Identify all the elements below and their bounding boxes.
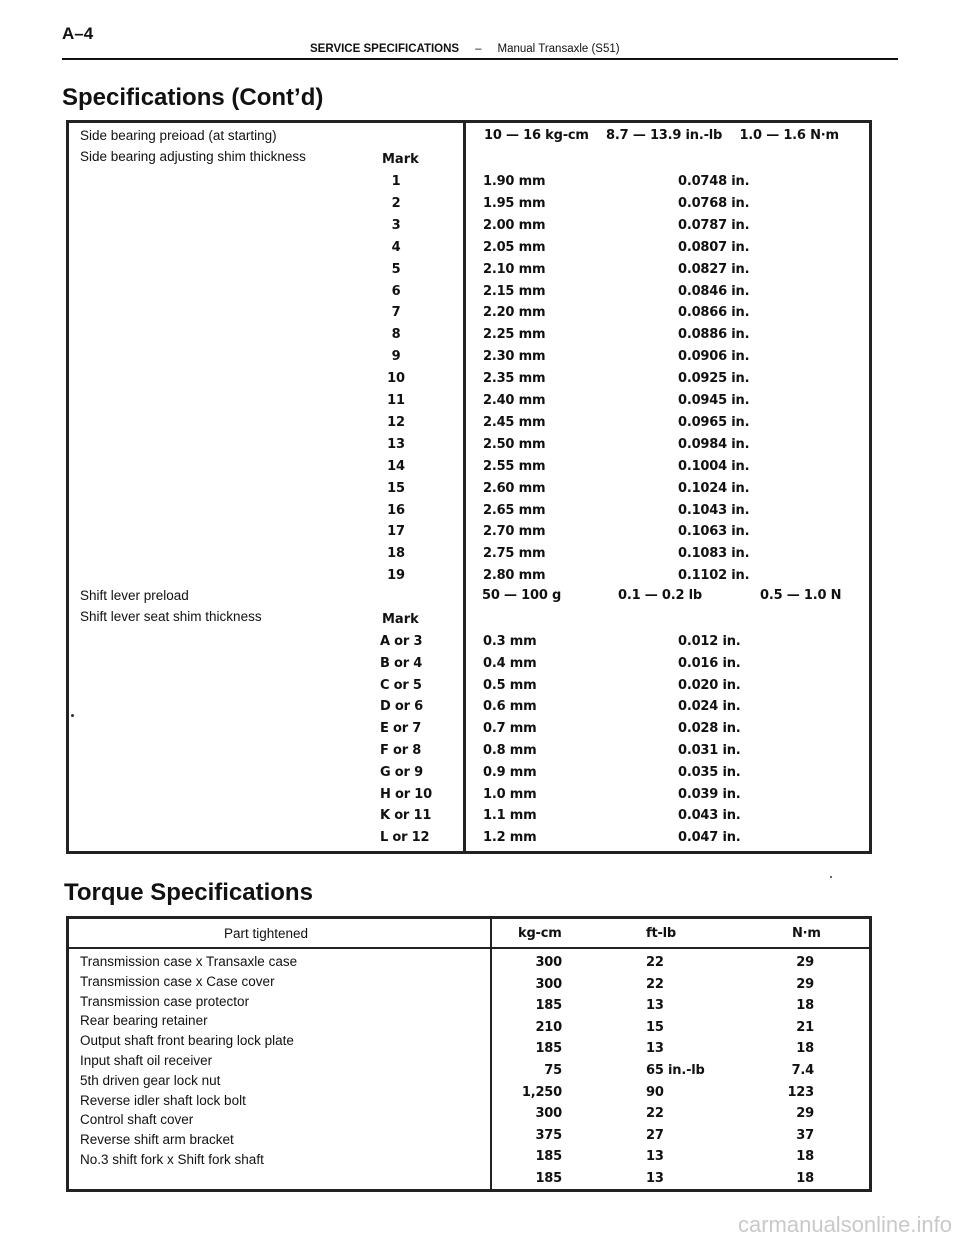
shim-mm: 2.75 mm	[483, 546, 546, 562]
shift-shim-inch: 0.020 in.	[678, 677, 741, 693]
shim-mark: 16	[387, 502, 405, 518]
torque-kgcm: 300	[535, 976, 562, 992]
torque-ftlb: 13	[646, 1041, 664, 1057]
torque-nm: 18	[796, 1171, 814, 1186]
shim-inch: 0.0748 in.	[678, 174, 750, 189]
torque-ftlb: 22	[646, 955, 664, 970]
shift-shim-mm: 1.1 mm	[483, 808, 537, 824]
side-bearing-preload-value: 10 — 16 kg-cm 8.7 — 13.9 in.-lb 1.0 — 1.6 N·m	[484, 128, 839, 143]
torque-kgcm: 300	[535, 955, 562, 970]
shim-inch: 0.0787 in.	[678, 217, 750, 233]
shim-mark: 5	[391, 261, 401, 277]
shim-inch: 0.1024 in.	[678, 480, 750, 496]
scan-speck	[830, 876, 832, 878]
shim-mm: 2.65 mm	[483, 502, 546, 518]
shim-mm: 2.80 mm	[483, 568, 546, 584]
running-header	[310, 43, 620, 55]
torque-nm: 18	[796, 1149, 814, 1165]
side-bearing-shim-label: Side bearing adjusting shim thickness	[80, 149, 306, 164]
torque-ftlb: 27	[646, 1127, 664, 1143]
torque-kgcm: 185	[535, 998, 562, 1014]
shim-mark: 15	[387, 480, 405, 496]
torque-kgcm: 185	[535, 1149, 562, 1165]
shift-shim-inch: 0.028 in.	[678, 721, 741, 737]
section-name: SERVICE SPECIFICATIONS	[310, 43, 460, 55]
shim-mm: 2.35 mm	[483, 371, 546, 387]
shim-mm: 2.40 mm	[483, 393, 546, 408]
shim-mark: 14	[387, 458, 405, 474]
torque-nm: 18	[796, 1041, 814, 1057]
shim-mark: 1	[391, 174, 401, 189]
shift-shim-mark: E or 7	[380, 721, 422, 737]
torque-part: No.3 shift fork x Shift fork shaft	[80, 1152, 264, 1167]
shift-shim-mm: 1.0 mm	[483, 786, 537, 802]
torque-nm: 7.4	[791, 1063, 814, 1078]
page-number: A–4	[62, 24, 94, 43]
shim-mark: 9	[391, 349, 401, 365]
shim-mm: 2.45 mm	[483, 414, 546, 430]
shim-mark: 8	[391, 327, 401, 343]
shift-shim-inch: 0.039 in.	[678, 786, 741, 802]
torque-part: 5th driven gear lock nut	[80, 1072, 221, 1088]
header-rule	[62, 58, 898, 60]
shim-mm: 1.95 mm	[483, 195, 546, 211]
shift-shim-mm: 0.5 mm	[483, 677, 537, 693]
torque-part: Rear bearing retainer	[80, 1013, 208, 1029]
torque-part: Output shaft front bearing lock plate	[80, 1033, 294, 1049]
torque-part: Control shaft cover	[80, 1112, 194, 1128]
torque-ftlb: 90	[646, 1084, 664, 1100]
shim-inch: 0.0846 in.	[678, 283, 750, 299]
torque-ftlb: 13	[646, 1171, 664, 1186]
shift-shim-inch: 0.031 in.	[678, 743, 741, 758]
shim-mm: 2.00 mm	[483, 217, 546, 233]
shim-inch: 0.0866 in.	[678, 305, 750, 321]
shim-mm: 2.05 mm	[483, 239, 546, 255]
shim-mm: 1.90 mm	[483, 174, 546, 189]
shim-mm: 2.30 mm	[483, 349, 546, 365]
shim-inch: 0.0965 in.	[678, 414, 750, 430]
shim-inch: 0.1102 in.	[678, 568, 750, 584]
shift-shim-mark: C or 5	[380, 677, 422, 693]
shim-mm: 2.10 mm	[483, 261, 546, 277]
specifications-table	[66, 120, 872, 854]
shift-shim-inch: 0.035 in.	[678, 764, 741, 780]
shift-shim-inch: 0.024 in.	[678, 699, 741, 715]
shim-mark: 18	[387, 546, 405, 562]
torque-ftlb: 22	[646, 976, 664, 992]
shift-shim-inch: 0.047 in.	[678, 830, 741, 846]
shift-lever-preload-lb: 0.1 — 0.2 lb	[618, 588, 702, 603]
torque-kgcm: 185	[535, 1171, 562, 1186]
shift-shim-mm: 0.6 mm	[483, 699, 537, 715]
specifications-column-divider	[463, 120, 466, 854]
shim-mark: 13	[387, 436, 405, 452]
shim-mark: 17	[387, 524, 405, 540]
shim-mark: 3	[391, 217, 401, 233]
shim-inch: 0.0925 in.	[678, 371, 750, 387]
shim-mm: 2.25 mm	[483, 327, 546, 343]
torque-ftlb: 22	[646, 1106, 664, 1122]
shim-inch: 0.1043 in.	[678, 502, 750, 518]
shift-shim-mark: K or 11	[380, 808, 432, 824]
shim-mark: 10	[387, 371, 405, 387]
shift-shim-inch: 0.016 in.	[678, 655, 741, 671]
shift-shim-inch: 0.012 in.	[678, 634, 741, 649]
torque-kgcm: 300	[535, 1106, 562, 1122]
torque-nm: 123	[787, 1084, 814, 1100]
shim-mark: 4	[391, 239, 401, 255]
shim-inch: 0.0945 in.	[678, 393, 750, 408]
torque-kgcm: 185	[535, 1041, 562, 1057]
shim-mm: 2.50 mm	[483, 436, 546, 452]
shift-shim-mark: G or 9	[380, 764, 423, 780]
shift-shim-mark: F or 8	[380, 743, 422, 758]
subsection-name: Manual Transaxle (S51)	[497, 43, 620, 55]
shim-inch: 0.0768 in.	[678, 195, 750, 211]
specifications-title: Specifications (Cont’d)	[62, 84, 324, 111]
side-bearing-preload-label: Side bearing preioad (at starting)	[80, 128, 277, 143]
shim-mm: 2.20 mm	[483, 305, 546, 321]
torque-part: Transmission case protector	[80, 993, 250, 1009]
shim-mark: 2	[391, 195, 401, 211]
shift-shim-mark: D or 6	[380, 699, 424, 715]
shim-inch: 0.1083 in.	[678, 546, 750, 562]
shift-lever-preload-label: Shift lever preload	[80, 588, 189, 603]
torque-part: Transmission case x Case cover	[80, 973, 275, 989]
shift-shim-mm: 1.2 mm	[483, 830, 537, 846]
shim-inch: 0.0984 in.	[678, 436, 750, 452]
shim-mark: 19	[387, 568, 405, 584]
torque-nm: 29	[796, 1106, 814, 1122]
torque-part: Reverse idler shaft lock bolt	[80, 1092, 246, 1108]
shim-mm: 2.60 mm	[483, 480, 546, 496]
shift-shim-inch: 0.043 in.	[678, 808, 741, 824]
scan-speck	[71, 714, 74, 717]
shift-shim-mm: 0.3 mm	[483, 634, 537, 649]
shim-inch: 0.1063 in.	[678, 524, 750, 540]
torque-nm: 18	[796, 998, 814, 1014]
shift-shim-mark: A or 3	[380, 634, 423, 649]
torque-ftlb: 13	[646, 1149, 664, 1165]
shim-mark: 11	[387, 393, 405, 408]
torque-ftlb: 13	[646, 998, 664, 1014]
shim-inch: 0.1004 in.	[678, 458, 750, 474]
shift-shim-mm: 0.4 mm	[483, 655, 537, 671]
torque-kgcm: 75	[544, 1063, 562, 1078]
torque-ftlb: 15	[646, 1019, 664, 1035]
torque-nm: 37	[796, 1127, 814, 1143]
torque-kgcm: 375	[535, 1127, 562, 1143]
shift-lever-preload-n: 0.5 — 1.0 N	[760, 588, 842, 603]
shim-mark: 7	[391, 305, 401, 321]
torque-ftlb: 65 in.-lb	[646, 1063, 705, 1078]
torque-part: Input shaft oil receiver	[80, 1053, 213, 1068]
torque-nm: 21	[796, 1019, 814, 1035]
shift-lever-preload-g: 50 — 100 g	[482, 588, 562, 603]
torque-part: Transmission case x Transaxle case	[80, 954, 298, 969]
shift-shim-mark: L or 12	[380, 830, 430, 846]
shim-inch: 0.0807 in.	[678, 239, 750, 255]
torque-header-rule	[66, 947, 872, 949]
shift-lever-mark-header: Mark	[382, 612, 419, 627]
torque-nm: 29	[796, 976, 814, 992]
shim-inch: 0.0906 in.	[678, 349, 750, 365]
column-header-nm: N·m	[792, 926, 821, 941]
shim-mark: 6	[391, 283, 401, 299]
torque-kgcm: 1,250	[521, 1084, 562, 1100]
shim-inch: 0.0827 in.	[678, 261, 750, 277]
torque-nm: 29	[796, 955, 814, 970]
torque-kgcm: 210	[535, 1019, 562, 1035]
torque-title: Torque Specifications	[64, 879, 313, 906]
shim-mm: 2.55 mm	[483, 458, 546, 474]
shim-mark: 12	[387, 414, 405, 430]
watermark: carmanualsonline.info	[737, 1212, 952, 1237]
side-bearing-mark-header: Mark	[382, 152, 419, 167]
shift-shim-mark: B or 4	[380, 655, 423, 671]
column-header-ftlb: ft-lb	[646, 926, 677, 941]
torque-column-divider	[490, 916, 492, 1192]
column-header-kgcm: kg-cm	[518, 926, 562, 941]
shift-shim-mark: H or 10	[380, 786, 432, 802]
shift-shim-mm: 0.8 mm	[483, 743, 537, 758]
torque-part: Reverse shift arm bracket	[80, 1132, 234, 1148]
shift-shim-mm: 0.9 mm	[483, 764, 537, 780]
shim-inch: 0.0886 in.	[678, 327, 750, 343]
shim-mm: 2.70 mm	[483, 524, 546, 540]
shift-lever-shim-label: Shift lever seat shim thickness	[80, 609, 262, 624]
shift-shim-mm: 0.7 mm	[483, 721, 537, 737]
column-header-part: Part tightened	[224, 926, 309, 941]
header-separator: –	[475, 43, 482, 55]
shim-mm: 2.15 mm	[483, 283, 546, 299]
